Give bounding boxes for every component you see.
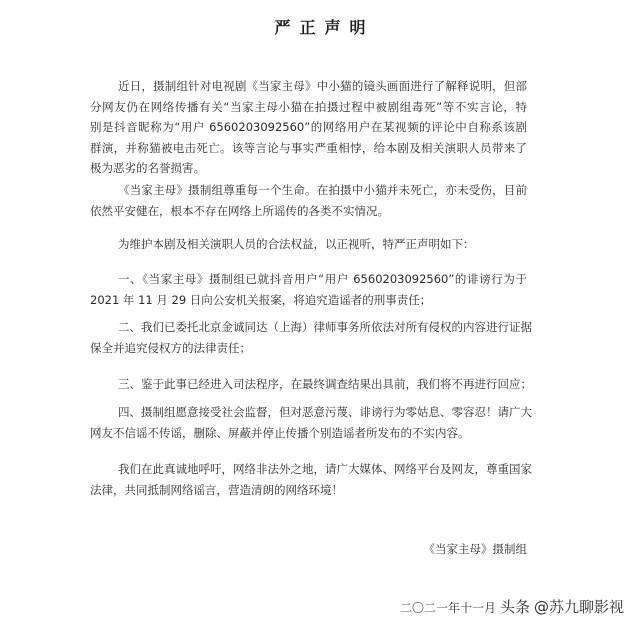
statement-clause-3 [90,374,532,395]
paragraph-line: 2021 年 11 月 29 日向公安机关报案，将追究造谣者的刑事责任； [90,292,432,307]
statement-date: 二〇二一年十一月 [400,601,497,615]
paragraph-line: 为维护本剧及相关演职人员的合法权益，以正视听，特严正声明如下： [118,237,475,251]
statement-paragraph [90,76,527,179]
paragraph-line: 近日，摄制组针对电视剧《当家主母》中小猫的镜头画面进行了解释说明，但部 [118,79,527,93]
watermark [500,596,624,618]
paragraph-line: 《当家主母》摄制组尊重每一个生命。在拍摄中小猫并未死亡，亦未受伤，目前 [118,183,527,197]
statement-paragraph [90,234,527,255]
paragraph-line: 极为恶劣的名誉损害。 [90,161,205,175]
statement-paragraph [90,180,527,221]
statement-paragraph [90,459,532,500]
paragraph-line: 网友不信谣不传谣，删除、屏蔽并停止传播个别造谣者所发布的不实内容。 [90,425,470,440]
paragraph-line: 四、摄制组愿意接受社会监督，但对恶意污蔑、诽谤行为零姑息、零容忍！请广大 [118,405,532,419]
statement-title: 严正声明 [274,18,375,37]
watermark-platform: 头条 [500,598,531,616]
statement-clause-1 [90,269,527,310]
paragraph-line: 三、鉴于此事已经进入司法程序，在最终调查结果出具前，我们将不再进行回应； [118,377,532,391]
paragraph-line: 法律，共同抵制网络谣言，营造清朗的网络环境！ [90,482,343,497]
paragraph-line: 保全并追究侵权方的法律责任； [90,340,251,355]
paragraph-line: 别是抖音昵称为“用户 6560203092560”的网络用户在某视频的评论中自称系该剧 [90,120,527,134]
paragraph-line: 依然平安健在，根本不存在网络上所谣传的各类不实情况。 [90,203,389,218]
paragraph-line: 我们在此真诚地呼吁，网络非法外之地，请广大媒体、网络平台及网友，尊重国家 [118,462,532,476]
statement-clause-4 [90,402,532,443]
paragraph-line: 分网友仍在网络传播有关“当家主母小猫在拍摄过程中被剧组毒死”等不实言论，特 [90,99,527,114]
statement-clause-2 [90,317,532,358]
paragraph-line: 一、《当家主母》摄制组已就抖音用户“用户 6560203092560”的诽谤行为于 [118,272,527,286]
paragraph-line: 二、我们已委托北京金诚同达（上海）律师事务所依法对所有侵权的内容进行证据 [118,320,532,334]
paragraph-line: 群演，并称猫被电击死亡。该等言论与事实严重相悖，给本剧及相关演职人员带来了 [90,140,527,155]
watermark-handle: @苏九聊影视 [534,598,625,616]
signature: 《当家主母》摄制组 [423,542,527,556]
